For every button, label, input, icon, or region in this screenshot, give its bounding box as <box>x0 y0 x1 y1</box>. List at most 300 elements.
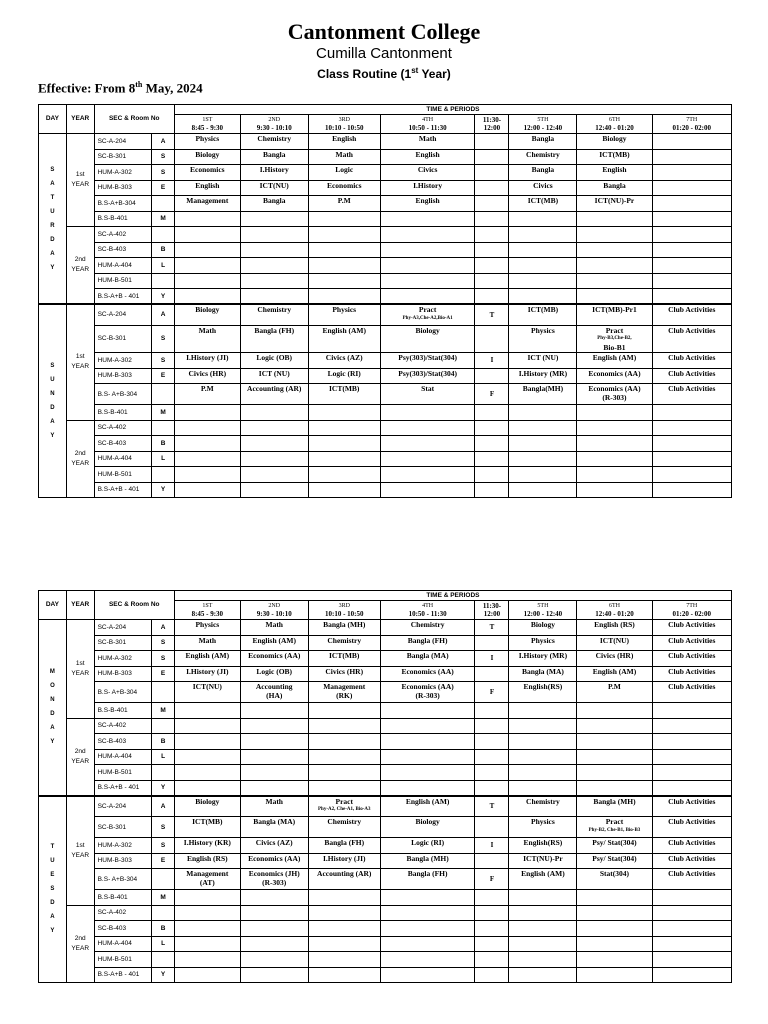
subject-text: Pract <box>605 325 624 335</box>
period-cell <box>652 368 731 384</box>
break-cell <box>475 967 509 983</box>
period-cell <box>380 289 475 305</box>
subject-text: Club Activities <box>668 853 716 863</box>
day-letter: T <box>50 844 55 851</box>
period-cell <box>240 211 308 227</box>
period-cell <box>652 467 731 483</box>
section-room: B.S-B-401 <box>94 405 152 421</box>
period-cell <box>509 952 577 968</box>
table-row <box>39 905 732 921</box>
period-cell <box>652 353 731 369</box>
assembly-code: M <box>152 703 175 719</box>
period-cell <box>174 936 240 952</box>
subject-text: Bangla <box>603 180 626 190</box>
subject-text: Club Activities <box>668 796 716 806</box>
period-cell <box>240 921 308 937</box>
period-cell <box>652 180 731 196</box>
period-cell <box>240 227 308 243</box>
period-cell <box>308 304 380 325</box>
period-cell <box>174 289 240 305</box>
break-cell <box>475 718 509 734</box>
period-cell <box>577 165 652 181</box>
period-cell <box>308 451 380 467</box>
subject-text: English (AM) <box>185 651 230 660</box>
section-room: HUM-B-303 <box>94 368 152 384</box>
day-letter: Y <box>50 264 55 271</box>
section-room: HUM-A-404 <box>94 936 152 952</box>
table-row <box>39 796 732 817</box>
section-room: SC-B-403 <box>94 436 152 452</box>
assembly-code <box>152 718 175 734</box>
period-cell <box>577 242 652 258</box>
assembly-code <box>152 952 175 968</box>
period-cell <box>577 853 652 869</box>
section-room: SC-A-402 <box>94 718 152 734</box>
assembly-code: L <box>152 451 175 467</box>
period-cell <box>308 467 380 483</box>
break-cell <box>475 620 509 636</box>
period-cell <box>380 196 475 212</box>
subject-text: Physics <box>195 620 220 629</box>
table-row <box>39 482 732 498</box>
period-cell <box>174 853 240 869</box>
period-cell <box>174 967 240 983</box>
subject-text: Economics (AA) <box>401 682 454 691</box>
subject-text: English (AM) <box>592 353 637 362</box>
period-cell <box>652 436 731 452</box>
period-cell <box>652 211 731 227</box>
subject-text: Club Activities <box>668 368 716 378</box>
subject-text: Bangla (MA) <box>521 666 564 676</box>
period-cell <box>509 780 577 796</box>
break-cell <box>475 420 509 436</box>
subject-text: Biology <box>602 134 627 143</box>
period-cell <box>240 420 308 436</box>
break-cell <box>475 196 509 212</box>
table-row <box>39 436 732 452</box>
assembly-code: B <box>152 921 175 937</box>
subject-text: Bangla <box>262 196 286 205</box>
subject-text: (AT) <box>199 877 215 887</box>
col-header-period <box>240 115 308 134</box>
routine-title: Class Routine (1st Year) <box>317 66 451 81</box>
period-cell <box>509 196 577 212</box>
assembly-code <box>152 765 175 781</box>
subject-text: Bio-B1 <box>603 342 626 352</box>
subject-text: Bangla (MH) <box>406 853 449 863</box>
period-cell <box>380 420 475 436</box>
table-row <box>39 838 732 854</box>
table-row <box>39 703 732 719</box>
period-cell <box>577 451 652 467</box>
section-room: SC-A-402 <box>94 905 152 921</box>
day-letter: D <box>50 236 55 243</box>
period-cell <box>509 890 577 906</box>
period-cell <box>652 289 731 305</box>
subject-text: Chemistry <box>410 620 445 629</box>
period-cell <box>308 890 380 906</box>
period-cell <box>380 869 475 890</box>
period-cell <box>577 838 652 854</box>
period-cell <box>509 242 577 258</box>
period-cell <box>380 666 475 682</box>
subject-text: I.History (JI) <box>186 353 229 362</box>
break-cell <box>475 451 509 467</box>
period-cell <box>240 451 308 467</box>
assembly-code: S <box>152 838 175 854</box>
subject-text: P.M <box>608 682 621 691</box>
table-row <box>39 242 732 258</box>
section-room: HUM-A-404 <box>94 749 152 765</box>
assembly-code: M <box>152 211 175 227</box>
period-cell <box>509 482 577 498</box>
section-room: SC-A-204 <box>94 620 152 636</box>
table-row <box>39 936 732 952</box>
period-cell <box>380 242 475 258</box>
period-cell <box>174 817 240 838</box>
period-cell <box>308 967 380 983</box>
period-cell <box>308 353 380 369</box>
routine-table-monday-tuesday <box>38 590 732 983</box>
period-cell <box>509 853 577 869</box>
period-cell <box>308 749 380 765</box>
period-cell <box>509 838 577 854</box>
period-cell <box>174 149 240 165</box>
day-label <box>39 796 67 983</box>
period-cell <box>240 682 308 703</box>
period-cell <box>509 149 577 165</box>
period-time: 10:50 - 11:30 <box>408 610 447 618</box>
table-row <box>39 780 732 796</box>
subject-text: Phy-A2, Che-A1, Bio-A3 <box>317 807 371 812</box>
period-cell <box>652 703 731 719</box>
subject-text: Logic <box>335 165 354 174</box>
break-cell <box>475 765 509 781</box>
section-room: HUM-A-302 <box>94 651 152 667</box>
period-cell <box>174 353 240 369</box>
subject-text: Civics (AZ) <box>255 838 293 847</box>
period-cell <box>380 436 475 452</box>
subject-text: I.History (KR) <box>183 838 231 847</box>
period-cell <box>380 304 475 325</box>
subject-text: Pract <box>605 817 624 826</box>
break-cell <box>475 869 509 890</box>
period-cell <box>308 651 380 667</box>
subject-text: English(RS) <box>523 838 563 847</box>
day-letter: M <box>49 669 55 676</box>
table-row <box>39 353 732 369</box>
period-cell <box>652 921 731 937</box>
period-cell <box>174 765 240 781</box>
subject-text: Biology <box>530 620 555 629</box>
period-cell <box>308 180 380 196</box>
break-cell <box>475 180 509 196</box>
subject-text: I.History <box>259 165 289 174</box>
subject-text: Economics (AA) <box>588 368 641 378</box>
period-ordinal: 4TH <box>422 117 434 123</box>
col-header-period <box>174 115 240 134</box>
subject-text: Economics <box>326 180 362 190</box>
col-header-period <box>652 601 731 620</box>
period-cell <box>308 682 380 703</box>
subject-text: Physics <box>531 635 555 645</box>
section-room: HUM-B-303 <box>94 666 152 682</box>
period-cell <box>240 936 308 952</box>
period-cell <box>652 258 731 274</box>
period-cell <box>509 304 577 325</box>
table-row <box>39 952 732 968</box>
section-room: B.S-B-401 <box>94 890 152 906</box>
section-room: SC-B-301 <box>94 817 152 838</box>
subject-text: I.History (JI) <box>322 853 366 863</box>
period-cell <box>509 227 577 243</box>
year-label: 2nd YEAR <box>66 227 94 305</box>
col-header-day: DAY <box>39 591 67 620</box>
period-cell <box>380 325 475 353</box>
period-ordinal: 3RD <box>338 117 350 123</box>
period-ordinal: 7TH <box>686 117 698 123</box>
period-cell <box>240 666 308 682</box>
subject-text: English (RS) <box>594 620 635 629</box>
period-cell <box>240 967 308 983</box>
period-cell <box>308 936 380 952</box>
day-letter: N <box>50 391 55 397</box>
break-cell <box>475 165 509 181</box>
period-cell <box>509 765 577 781</box>
break-cell <box>475 921 509 937</box>
period-cell <box>652 936 731 952</box>
routine-table-saturday-sunday <box>38 104 732 498</box>
assembly-code: E <box>152 180 175 196</box>
period-cell <box>652 651 731 667</box>
break-cell <box>475 635 509 651</box>
period-cell <box>509 921 577 937</box>
period-cell <box>577 703 652 719</box>
subject-text: ICT(MB) <box>329 651 360 660</box>
table-row <box>39 227 732 243</box>
period-cell <box>509 368 577 384</box>
header-row-top <box>39 591 732 601</box>
section-room: B.S-A+B - 401 <box>94 289 152 305</box>
table-row <box>39 921 732 937</box>
period-ordinal: 1ST <box>202 117 213 123</box>
subject-text: Pract <box>335 796 353 806</box>
assembly-code <box>152 905 175 921</box>
period-cell <box>308 273 380 289</box>
subject-text: Economics <box>190 165 225 174</box>
period-cell <box>174 451 240 467</box>
section-room: B.S-A+B - 401 <box>94 482 152 498</box>
break-cell <box>475 796 509 817</box>
col-header-sec-room: SEC & Room No <box>94 591 174 620</box>
period-cell <box>652 635 731 651</box>
subject-text: Bangla <box>531 165 555 174</box>
col-header-period <box>509 115 577 134</box>
period-cell <box>509 165 577 181</box>
period-cell <box>509 817 577 838</box>
period-cell <box>652 242 731 258</box>
period-cell <box>380 227 475 243</box>
day-letter: S <box>50 363 55 369</box>
period-cell <box>308 620 380 636</box>
section-room: B.S-A+B-304 <box>94 196 152 212</box>
subject-text: English <box>602 165 627 174</box>
period-cell <box>308 242 380 258</box>
period-cell <box>577 273 652 289</box>
section-room: SC-B-403 <box>94 734 152 750</box>
subject-text: Economics (AA) <box>401 666 454 676</box>
break-cell <box>475 304 509 325</box>
col-header-period <box>475 601 509 620</box>
assembly-code <box>152 384 175 405</box>
col-header-day: DAY <box>39 105 67 134</box>
section-room: HUM-A-302 <box>94 838 152 854</box>
section-room: B.S- A+B-304 <box>94 869 152 890</box>
year-label: 1st YEAR <box>66 304 94 420</box>
period-ordinal: 4TH <box>422 603 434 609</box>
period-cell <box>380 967 475 983</box>
period-cell <box>380 718 475 734</box>
period-cell <box>577 952 652 968</box>
table-row <box>39 651 732 667</box>
section-room: B.S-A+B - 401 <box>94 780 152 796</box>
period-cell <box>380 635 475 651</box>
period-cell <box>577 635 652 651</box>
section-room: SC-B-301 <box>94 325 152 353</box>
assembly-code <box>152 227 175 243</box>
subject-text: Logic (RI) <box>327 368 361 378</box>
assembly-code: S <box>152 353 175 369</box>
period-cell <box>240 890 308 906</box>
period-cell <box>174 273 240 289</box>
subject-text: Bangla (FH) <box>324 838 365 847</box>
day-letter: Y <box>50 433 55 439</box>
period-time: 10:50 - 11:30 <box>408 124 447 132</box>
period-cell <box>174 405 240 421</box>
period-cell <box>240 749 308 765</box>
period-cell <box>174 165 240 181</box>
period-cell <box>240 952 308 968</box>
period-cell <box>380 211 475 227</box>
subject-text: I.History <box>413 180 443 190</box>
table-row <box>39 149 732 165</box>
day-letter: A <box>50 914 55 921</box>
period-cell <box>174 620 240 636</box>
section-room: B.S-A+B - 401 <box>94 967 152 983</box>
period-cell <box>308 384 380 405</box>
section-room: B.S-B-401 <box>94 211 152 227</box>
period-cell <box>577 304 652 325</box>
table-row <box>39 420 732 436</box>
period-cell <box>652 890 731 906</box>
period-cell <box>308 134 380 150</box>
period-cell <box>577 651 652 667</box>
subject-text: (R-303) <box>262 877 287 887</box>
assembly-code: B <box>152 242 175 258</box>
subject-text: Bangla (FH) <box>407 869 448 878</box>
assembly-code <box>152 467 175 483</box>
subject-text: I <box>490 356 494 365</box>
section-room: B.S- A+B-304 <box>94 682 152 703</box>
period-cell <box>308 780 380 796</box>
college-title: Cantonment College <box>287 19 481 44</box>
table-row <box>39 467 732 483</box>
period-cell <box>308 635 380 651</box>
table-row <box>39 368 732 384</box>
table-row <box>39 890 732 906</box>
break-cell <box>475 242 509 258</box>
subject-text: Biology <box>195 796 220 806</box>
period-cell <box>380 273 475 289</box>
subject-text: Math <box>198 325 217 335</box>
break-cell <box>475 405 509 421</box>
period-cell <box>308 227 380 243</box>
break-cell <box>475 211 509 227</box>
subject-text: Club Activities <box>668 869 716 878</box>
col-header-period <box>308 601 380 620</box>
period-time: 11:30-12:00 <box>482 116 502 132</box>
period-cell <box>652 134 731 150</box>
subject-text: English (AM) <box>521 869 565 878</box>
table-row <box>39 180 732 196</box>
period-cell <box>577 765 652 781</box>
period-cell <box>509 734 577 750</box>
section-room: SC-A-402 <box>94 227 152 243</box>
assembly-code <box>152 196 175 212</box>
period-cell <box>240 905 308 921</box>
period-cell <box>652 149 731 165</box>
section-room: HUM-A-302 <box>94 353 152 369</box>
period-ordinal: 3RD <box>338 603 350 609</box>
period-cell <box>240 703 308 719</box>
section-room: HUM-A-404 <box>94 258 152 274</box>
period-ordinal: 6TH <box>608 603 620 609</box>
section-room: HUM-B-501 <box>94 467 152 483</box>
period-cell <box>509 420 577 436</box>
period-cell <box>652 869 731 890</box>
subject-text: Club Activities <box>668 635 716 645</box>
subject-text: Chemistry <box>257 305 292 314</box>
year-label: 1st YEAR <box>66 134 94 227</box>
subject-text: ICT(MB) <box>527 305 559 314</box>
period-cell <box>240 149 308 165</box>
period-cell <box>652 482 731 498</box>
subject-text: T <box>489 802 495 811</box>
day-letter: U <box>50 377 55 383</box>
subject-text: Psy/ Stat(304) <box>592 838 637 847</box>
break-cell <box>475 273 509 289</box>
section-room: SC-B-301 <box>94 149 152 165</box>
subject-text: Psy(303)/Stat(304) <box>398 353 457 362</box>
col-header-period <box>308 115 380 134</box>
period-ordinal: 1ST <box>202 603 213 609</box>
period-cell <box>380 368 475 384</box>
day-letter: S <box>50 166 55 173</box>
period-time: 9:30 - 10:10 <box>256 124 292 132</box>
period-cell <box>174 420 240 436</box>
subject-text: Club Activities <box>668 651 716 660</box>
subject-text: ICT(NU)-Pr <box>523 853 563 863</box>
period-cell <box>240 869 308 890</box>
subject-text: Phy-B3,Che-B2, <box>597 336 632 341</box>
subject-text: Club Activities <box>668 353 716 362</box>
day-letter: A <box>50 725 55 732</box>
table-row <box>39 817 732 838</box>
break-cell <box>475 749 509 765</box>
break-cell <box>475 384 509 405</box>
period-cell <box>240 353 308 369</box>
day-letter: Y <box>50 739 55 746</box>
